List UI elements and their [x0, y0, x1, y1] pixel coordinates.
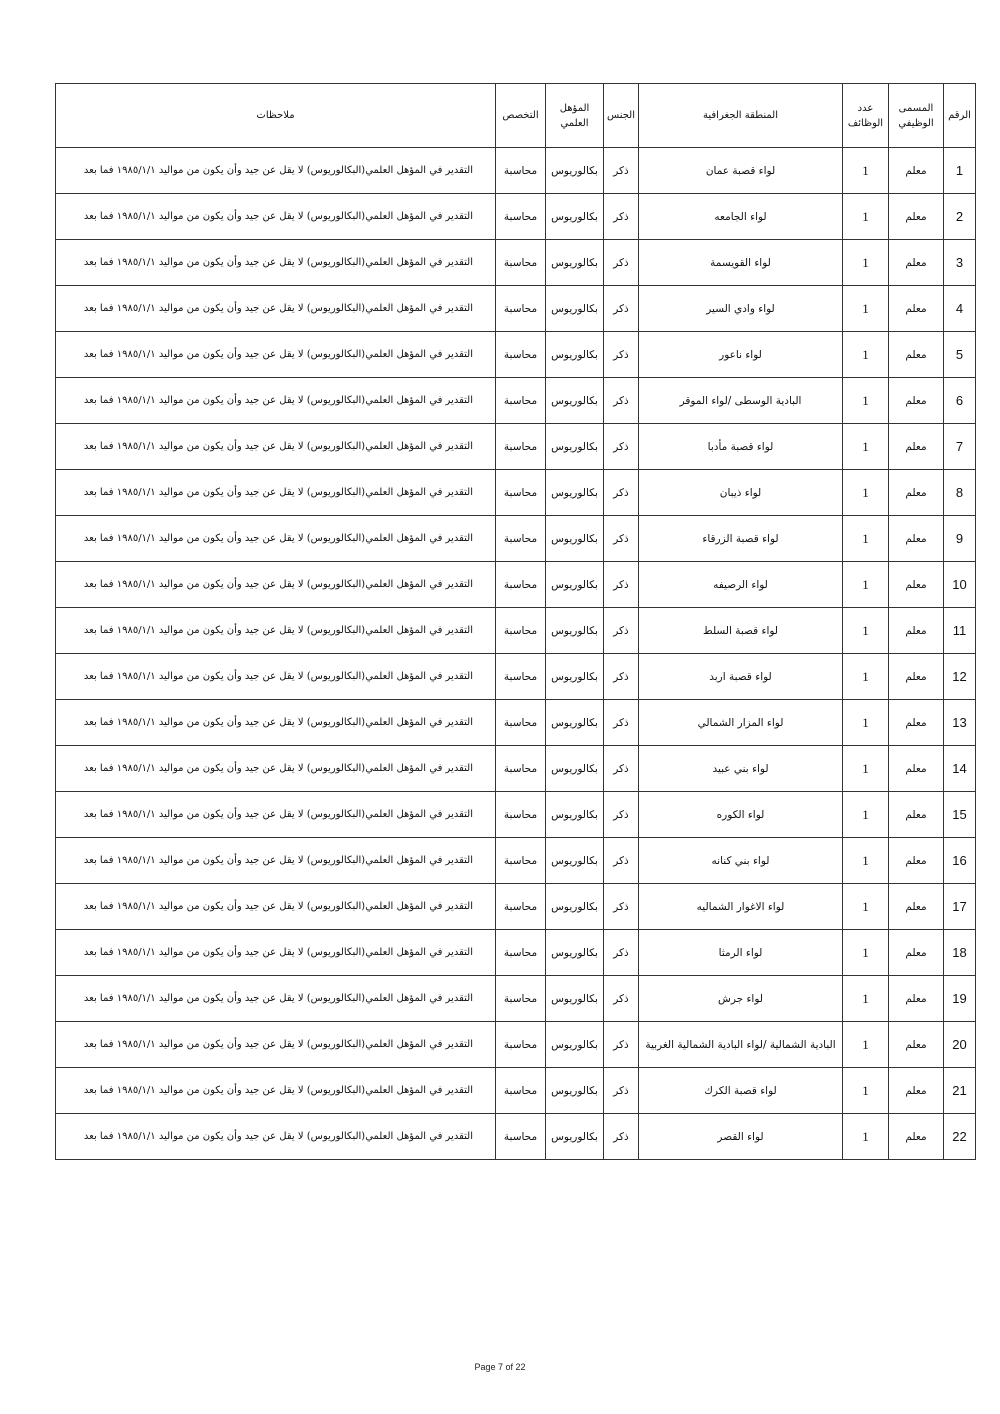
cell-qualification: بكالوريوس: [546, 746, 604, 792]
table-row: [56, 884, 976, 930]
cell-region: البادية الوسطى /لواء الموقر: [639, 378, 843, 424]
cell-region: لواء قصبة الزرقاء: [639, 516, 843, 562]
header-gender: الجنس: [604, 84, 639, 148]
cell-specialization: محاسبة: [496, 608, 546, 654]
cell-specialization: محاسبة: [496, 470, 546, 516]
cell-title: معلم: [889, 884, 944, 930]
cell-region: لواء الرصيفه: [639, 562, 843, 608]
cell-gender: ذكر: [604, 884, 639, 930]
cell-specialization: محاسبة: [496, 700, 546, 746]
cell-specialization: محاسبة: [496, 884, 546, 930]
cell-num: 3: [944, 240, 976, 286]
table-row: [56, 378, 976, 424]
cell-qualification: بكالوريوس: [546, 332, 604, 378]
cell-num: 22: [944, 1114, 976, 1160]
cell-num: 7: [944, 424, 976, 470]
cell-gender: ذكر: [604, 562, 639, 608]
cell-notes: التقدير في المؤهل العلمي(البكالوريوس) لا يقل عن جيد وأن يكون من مواليد ١٩٨٥/١/١ فما بعد: [56, 1068, 496, 1114]
cell-qualification: بكالوريوس: [546, 286, 604, 332]
cell-gender: ذكر: [604, 654, 639, 700]
cell-count: 1: [843, 286, 889, 332]
cell-qualification: بكالوريوس: [546, 654, 604, 700]
cell-count: 1: [843, 838, 889, 884]
cell-count: 1: [843, 884, 889, 930]
cell-qualification: بكالوريوس: [546, 1022, 604, 1068]
cell-num: 19: [944, 976, 976, 1022]
cell-specialization: محاسبة: [496, 148, 546, 194]
cell-num: 6: [944, 378, 976, 424]
cell-gender: ذكر: [604, 378, 639, 424]
table-row: [56, 700, 976, 746]
cell-notes: التقدير في المؤهل العلمي(البكالوريوس) لا يقل عن جيد وأن يكون من مواليد ١٩٨٥/١/١ فما بعد: [56, 562, 496, 608]
cell-num: 10: [944, 562, 976, 608]
cell-notes: التقدير في المؤهل العلمي(البكالوريوس) لا يقل عن جيد وأن يكون من مواليد ١٩٨٥/١/١ فما بعد: [56, 746, 496, 792]
cell-qualification: بكالوريوس: [546, 930, 604, 976]
table-row: [56, 608, 976, 654]
cell-qualification: بكالوريوس: [546, 424, 604, 470]
cell-num: 21: [944, 1068, 976, 1114]
page-footer: Page 7 of 22: [474, 1362, 526, 1372]
cell-region: لواء الكوره: [639, 792, 843, 838]
cell-qualification: بكالوريوس: [546, 700, 604, 746]
table-row: [56, 148, 976, 194]
cell-specialization: محاسبة: [496, 746, 546, 792]
table-row: [56, 746, 976, 792]
cell-region: البادية الشمالية /لواء البادية الشمالية الغربية: [639, 1022, 843, 1068]
cell-region: لواء ذيبان: [639, 470, 843, 516]
cell-count: 1: [843, 792, 889, 838]
jobs-table: [55, 83, 976, 1160]
cell-qualification: بكالوريوس: [546, 240, 604, 286]
cell-notes: التقدير في المؤهل العلمي(البكالوريوس) لا يقل عن جيد وأن يكون من مواليد ١٩٨٥/١/١ فما بعد: [56, 240, 496, 286]
cell-region: لواء قصبة الكرك: [639, 1068, 843, 1114]
cell-num: 5: [944, 332, 976, 378]
cell-gender: ذكر: [604, 700, 639, 746]
cell-region: لواء الرمثا: [639, 930, 843, 976]
cell-notes: التقدير في المؤهل العلمي(البكالوريوس) لا يقل عن جيد وأن يكون من مواليد ١٩٨٥/١/١ فما بعد: [56, 976, 496, 1022]
cell-title: معلم: [889, 1114, 944, 1160]
cell-specialization: محاسبة: [496, 654, 546, 700]
cell-specialization: محاسبة: [496, 332, 546, 378]
cell-num: 18: [944, 930, 976, 976]
header-specialization: التخصص: [496, 84, 546, 148]
cell-title: معلم: [889, 700, 944, 746]
header-region: المنطقة الجغرافية: [639, 84, 843, 148]
cell-notes: التقدير في المؤهل العلمي(البكالوريوس) لا يقل عن جيد وأن يكون من مواليد ١٩٨٥/١/١ فما بعد: [56, 700, 496, 746]
cell-title: معلم: [889, 378, 944, 424]
table-row: [56, 1022, 976, 1068]
cell-gender: ذكر: [604, 838, 639, 884]
cell-title: معلم: [889, 286, 944, 332]
cell-specialization: محاسبة: [496, 1022, 546, 1068]
cell-title: معلم: [889, 976, 944, 1022]
table-row: [56, 516, 976, 562]
cell-specialization: محاسبة: [496, 1068, 546, 1114]
cell-region: لواء قصبة السلط: [639, 608, 843, 654]
cell-title: معلم: [889, 792, 944, 838]
cell-count: 1: [843, 1022, 889, 1068]
cell-count: 1: [843, 976, 889, 1022]
cell-region: لواء المزار الشمالي: [639, 700, 843, 746]
table-row: [56, 654, 976, 700]
cell-gender: ذكر: [604, 148, 639, 194]
header-title: المسمى الوظيفي: [889, 84, 944, 148]
cell-gender: ذكر: [604, 240, 639, 286]
table-row: [56, 1068, 976, 1114]
cell-specialization: محاسبة: [496, 930, 546, 976]
cell-num: 1: [944, 148, 976, 194]
cell-notes: التقدير في المؤهل العلمي(البكالوريوس) لا يقل عن جيد وأن يكون من مواليد ١٩٨٥/١/١ فما بعد: [56, 424, 496, 470]
cell-specialization: محاسبة: [496, 378, 546, 424]
cell-title: معلم: [889, 148, 944, 194]
cell-gender: ذكر: [604, 286, 639, 332]
cell-num: 11: [944, 608, 976, 654]
cell-qualification: بكالوريوس: [546, 562, 604, 608]
cell-region: لواء بني عبيد: [639, 746, 843, 792]
cell-title: معلم: [889, 240, 944, 286]
cell-num: 9: [944, 516, 976, 562]
cell-specialization: محاسبة: [496, 286, 546, 332]
cell-gender: ذكر: [604, 516, 639, 562]
cell-num: 17: [944, 884, 976, 930]
cell-notes: التقدير في المؤهل العلمي(البكالوريوس) لا يقل عن جيد وأن يكون من مواليد ١٩٨٥/١/١ فما بعد: [56, 378, 496, 424]
cell-title: معلم: [889, 516, 944, 562]
cell-qualification: بكالوريوس: [546, 608, 604, 654]
cell-region: لواء بني كنانه: [639, 838, 843, 884]
cell-gender: ذكر: [604, 746, 639, 792]
cell-title: معلم: [889, 1022, 944, 1068]
cell-count: 1: [843, 332, 889, 378]
table-row: [56, 240, 976, 286]
cell-count: 1: [843, 1114, 889, 1160]
cell-notes: التقدير في المؤهل العلمي(البكالوريوس) لا يقل عن جيد وأن يكون من مواليد ١٩٨٥/١/١ فما بعد: [56, 516, 496, 562]
cell-gender: ذكر: [604, 930, 639, 976]
table-row: [56, 286, 976, 332]
cell-notes: التقدير في المؤهل العلمي(البكالوريوس) لا يقل عن جيد وأن يكون من مواليد ١٩٨٥/١/١ فما بعد: [56, 1114, 496, 1160]
cell-num: 14: [944, 746, 976, 792]
cell-qualification: بكالوريوس: [546, 884, 604, 930]
cell-qualification: بكالوريوس: [546, 516, 604, 562]
cell-specialization: محاسبة: [496, 838, 546, 884]
cell-specialization: محاسبة: [496, 1114, 546, 1160]
cell-specialization: محاسبة: [496, 562, 546, 608]
cell-qualification: بكالوريوس: [546, 148, 604, 194]
cell-num: 15: [944, 792, 976, 838]
cell-title: معلم: [889, 424, 944, 470]
cell-gender: ذكر: [604, 1022, 639, 1068]
cell-title: معلم: [889, 654, 944, 700]
cell-specialization: محاسبة: [496, 194, 546, 240]
cell-region: لواء جرش: [639, 976, 843, 1022]
cell-notes: التقدير في المؤهل العلمي(البكالوريوس) لا يقل عن جيد وأن يكون من مواليد ١٩٨٥/١/١ فما بعد: [56, 470, 496, 516]
cell-specialization: محاسبة: [496, 424, 546, 470]
cell-notes: التقدير في المؤهل العلمي(البكالوريوس) لا يقل عن جيد وأن يكون من مواليد ١٩٨٥/١/١ فما بعد: [56, 654, 496, 700]
table-body: [56, 148, 976, 1160]
cell-count: 1: [843, 240, 889, 286]
cell-count: 1: [843, 562, 889, 608]
cell-count: 1: [843, 516, 889, 562]
table-row: [56, 792, 976, 838]
cell-region: لواء الجامعه: [639, 194, 843, 240]
cell-region: لواء ناعور: [639, 332, 843, 378]
table-header-row: [56, 84, 976, 148]
cell-specialization: محاسبة: [496, 240, 546, 286]
cell-notes: التقدير في المؤهل العلمي(البكالوريوس) لا يقل عن جيد وأن يكون من مواليد ١٩٨٥/١/١ فما بعد: [56, 930, 496, 976]
cell-gender: ذكر: [604, 976, 639, 1022]
cell-num: 2: [944, 194, 976, 240]
cell-qualification: بكالوريوس: [546, 792, 604, 838]
cell-gender: ذكر: [604, 1114, 639, 1160]
cell-region: لواء وادي السير: [639, 286, 843, 332]
cell-title: معلم: [889, 194, 944, 240]
cell-gender: ذكر: [604, 792, 639, 838]
cell-specialization: محاسبة: [496, 792, 546, 838]
cell-region: لواء الاغوار الشماليه: [639, 884, 843, 930]
cell-count: 1: [843, 930, 889, 976]
cell-notes: التقدير في المؤهل العلمي(البكالوريوس) لا يقل عن جيد وأن يكون من مواليد ١٩٨٥/١/١ فما بعد: [56, 838, 496, 884]
cell-qualification: بكالوريوس: [546, 838, 604, 884]
cell-region: لواء قصبة مأدبا: [639, 424, 843, 470]
cell-region: لواء قصبة اربد: [639, 654, 843, 700]
cell-title: معلم: [889, 746, 944, 792]
cell-region: لواء قصبة عمان: [639, 148, 843, 194]
cell-count: 1: [843, 746, 889, 792]
header-notes: ملاحظات: [56, 84, 496, 148]
cell-num: 12: [944, 654, 976, 700]
cell-notes: التقدير في المؤهل العلمي(البكالوريوس) لا يقل عن جيد وأن يكون من مواليد ١٩٨٥/١/١ فما بعد: [56, 332, 496, 378]
cell-notes: التقدير في المؤهل العلمي(البكالوريوس) لا يقل عن جيد وأن يكون من مواليد ١٩٨٥/١/١ فما بعد: [56, 148, 496, 194]
cell-num: 13: [944, 700, 976, 746]
cell-region: لواء القصر: [639, 1114, 843, 1160]
table-row: [56, 424, 976, 470]
cell-qualification: بكالوريوس: [546, 194, 604, 240]
cell-num: 20: [944, 1022, 976, 1068]
cell-count: 1: [843, 194, 889, 240]
table-row: [56, 470, 976, 516]
cell-title: معلم: [889, 332, 944, 378]
cell-count: 1: [843, 654, 889, 700]
cell-notes: التقدير في المؤهل العلمي(البكالوريوس) لا يقل عن جيد وأن يكون من مواليد ١٩٨٥/١/١ فما بعد: [56, 608, 496, 654]
cell-count: 1: [843, 608, 889, 654]
cell-count: 1: [843, 700, 889, 746]
cell-gender: ذكر: [604, 424, 639, 470]
cell-notes: التقدير في المؤهل العلمي(البكالوريوس) لا يقل عن جيد وأن يكون من مواليد ١٩٨٥/١/١ فما بعد: [56, 1022, 496, 1068]
header-qualification: المؤهل العلمي: [546, 84, 604, 148]
table-row: [56, 976, 976, 1022]
header-num: الرقم: [944, 84, 976, 148]
cell-count: 1: [843, 470, 889, 516]
table-row: [56, 1114, 976, 1160]
cell-notes: التقدير في المؤهل العلمي(البكالوريوس) لا يقل عن جيد وأن يكون من مواليد ١٩٨٥/١/١ فما بعد: [56, 286, 496, 332]
cell-num: 4: [944, 286, 976, 332]
cell-gender: ذكر: [604, 1068, 639, 1114]
cell-title: معلم: [889, 470, 944, 516]
cell-count: 1: [843, 148, 889, 194]
table-row: [56, 930, 976, 976]
cell-notes: التقدير في المؤهل العلمي(البكالوريوس) لا يقل عن جيد وأن يكون من مواليد ١٩٨٥/١/١ فما بعد: [56, 884, 496, 930]
cell-specialization: محاسبة: [496, 516, 546, 562]
cell-region: لواء القويسمة: [639, 240, 843, 286]
table-row: [56, 562, 976, 608]
cell-title: معلم: [889, 838, 944, 884]
cell-num: 16: [944, 838, 976, 884]
cell-title: معلم: [889, 1068, 944, 1114]
cell-qualification: بكالوريوس: [546, 470, 604, 516]
table-row: [56, 838, 976, 884]
cell-title: معلم: [889, 608, 944, 654]
cell-notes: التقدير في المؤهل العلمي(البكالوريوس) لا يقل عن جيد وأن يكون من مواليد ١٩٨٥/١/١ فما بعد: [56, 792, 496, 838]
table-row: [56, 332, 976, 378]
cell-qualification: بكالوريوس: [546, 1068, 604, 1114]
cell-gender: ذكر: [604, 470, 639, 516]
cell-title: معلم: [889, 562, 944, 608]
cell-gender: ذكر: [604, 194, 639, 240]
cell-specialization: محاسبة: [496, 976, 546, 1022]
header-count: عدد الوظائف: [843, 84, 889, 148]
cell-gender: ذكر: [604, 332, 639, 378]
cell-count: 1: [843, 378, 889, 424]
cell-qualification: بكالوريوس: [546, 1114, 604, 1160]
cell-count: 1: [843, 424, 889, 470]
table-row: [56, 194, 976, 240]
cell-title: معلم: [889, 930, 944, 976]
cell-gender: ذكر: [604, 608, 639, 654]
cell-qualification: بكالوريوس: [546, 378, 604, 424]
cell-count: 1: [843, 1068, 889, 1114]
cell-notes: التقدير في المؤهل العلمي(البكالوريوس) لا يقل عن جيد وأن يكون من مواليد ١٩٨٥/١/١ فما بعد: [56, 194, 496, 240]
cell-qualification: بكالوريوس: [546, 976, 604, 1022]
cell-num: 8: [944, 470, 976, 516]
